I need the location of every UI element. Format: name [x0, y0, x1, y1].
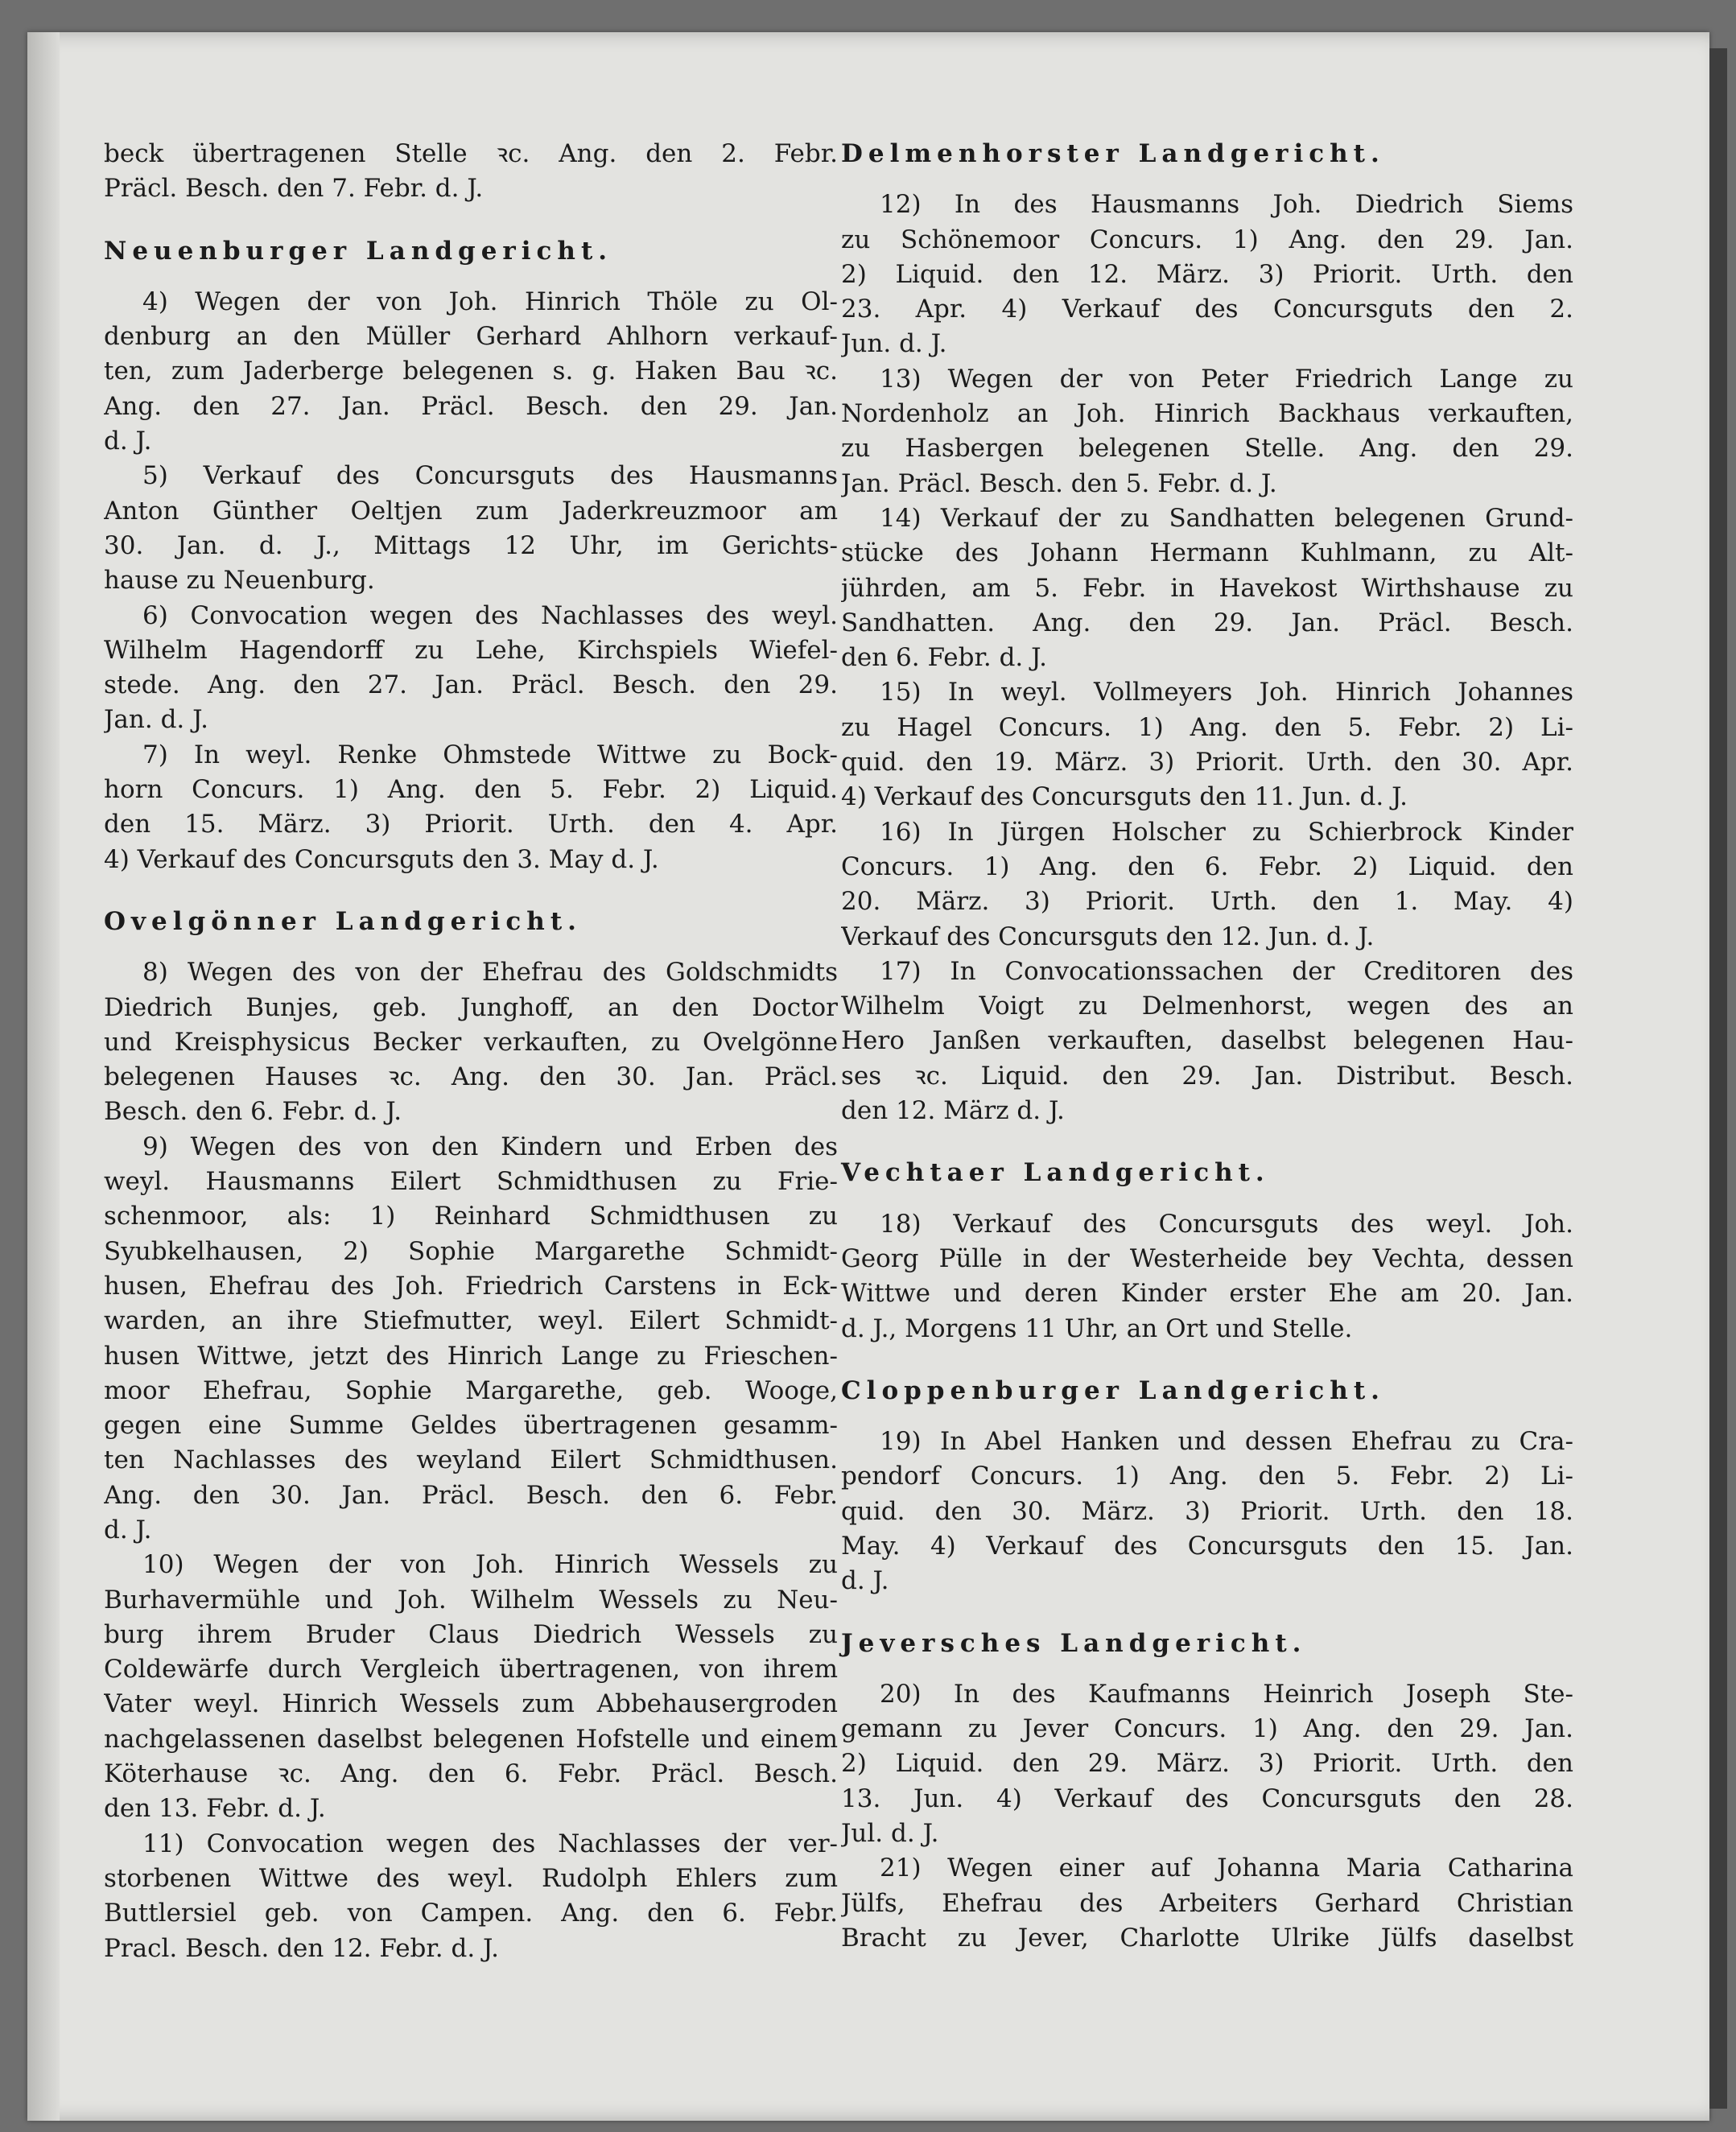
- text-line: stücke des Johann Hermann Kuhlmann, zu Alt-: [841, 538, 1573, 568]
- book-page: [27, 32, 1709, 2121]
- text-line: Buttlersiel geb. von Campen. Ang. den 6. Febr.: [104, 1899, 838, 1928]
- notice-entry: [841, 1677, 1573, 1851]
- text-line: gemann zu Jever Concurs. 1) Ang. den 29. Jan.: [841, 1714, 1573, 1744]
- notice-entry: [104, 285, 838, 459]
- text-line: 4) Wegen der von Joh. Hinrich Thöle zu Ol-: [142, 287, 838, 316]
- text-line: 7) In weyl. Renke Ohmstede Wittwe zu Bock-: [142, 740, 838, 769]
- text-line: Hero Janßen verkauften, daselbst belegenen Hau-: [841, 1026, 1573, 1056]
- text-line: Jun. d. J.: [841, 329, 947, 359]
- text-line: Syubkelhausen, 2) Sophie Margarethe Schmidt-: [104, 1236, 838, 1266]
- notice-entry: [104, 137, 838, 207]
- text-line: d. J.: [841, 1566, 889, 1596]
- notice-entry: [104, 738, 838, 877]
- text-line: burg ihrem Bruder Claus Diedrich Wessels zu: [104, 1619, 838, 1649]
- text-line: 13. Jun. 4) Verkauf des Concursguts den 28.: [841, 1784, 1573, 1813]
- text-line: Besch. den 6. Febr. d. J.: [104, 1097, 402, 1127]
- text-line: moor Ehefrau, Sophie Margarethe, geb. Wooge,: [104, 1375, 838, 1405]
- text-line: 9) Wegen des von den Kindern und Erben des: [142, 1132, 838, 1161]
- text-line: ses ꝛc. Liquid. den 29. Jan. Distribut. Besch.: [841, 1061, 1573, 1091]
- text-line: d. J.: [104, 1515, 152, 1544]
- left-column: [104, 137, 838, 1966]
- court-heading: Neuenburger Landgericht.: [104, 236, 613, 266]
- text-line: weyl. Hausmanns Eilert Schmidthusen zu Frie-: [104, 1167, 838, 1197]
- text-line: Ang. den 27. Jan. Präcl. Besch. den 29. Jan.: [104, 391, 838, 421]
- text-line: Concurs. 1) Ang. den 6. Febr. 2) Liquid. den: [841, 852, 1573, 881]
- text-line: nachgelassenen daselbst belegenen Hofstelle und einem: [104, 1724, 838, 1754]
- text-line: 20. März. 3) Priorit. Urth. den 1. May. 4): [841, 887, 1573, 917]
- notice-entry: [841, 188, 1573, 361]
- text-line: denburg an den Müller Gerhard Ahlhorn verkauf-: [104, 322, 838, 352]
- text-line: ten Nachlasses des weyland Eilert Schmidthusen.: [104, 1445, 838, 1475]
- court-heading: Delmenhorster Landgericht.: [841, 139, 1385, 168]
- text-line: 6) Convocation wegen des Nachlasses des weyl.: [142, 600, 838, 630]
- text-line: stede. Ang. den 27. Jan. Präcl. Besch. den 29.: [104, 670, 838, 700]
- page-edge: [1709, 48, 1727, 2109]
- text-line: 16) In Jürgen Holscher zu Schierbrock Kinder: [880, 817, 1573, 847]
- text-line: den 6. Febr. d. J.: [841, 643, 1047, 673]
- text-line: zu Schönemoor Concurs. 1) Ang. den 29. Jan.: [841, 225, 1573, 254]
- text-line: 12) In des Hausmanns Joh. Diedrich Siems: [880, 190, 1573, 220]
- text-line: May. 4) Verkauf des Concursguts den 15. Jan.: [841, 1531, 1573, 1561]
- notice-entry: [841, 815, 1573, 955]
- text-line: Wittwe und deren Kinder erster Ehe am 20. Jan.: [841, 1279, 1573, 1309]
- text-line: 23. Apr. 4) Verkauf des Concursguts den 2.: [841, 295, 1573, 324]
- text-line: 8) Wegen des von der Ehefrau des Goldschmidts: [142, 958, 838, 988]
- text-line: ten, zum Jaderberge belegenen s. g. Haken Bau ꝛc.: [104, 357, 838, 386]
- text-line: 30. Jan. d. J., Mittags 12 Uhr, im Gerichts-: [104, 530, 838, 560]
- text-line: 15) In weyl. Vollmeyers Joh. Hinrich Johannes: [880, 678, 1573, 707]
- notice-entry: [841, 501, 1573, 675]
- notice-entry: [841, 362, 1573, 501]
- text-line: horn Concurs. 1) Ang. den 5. Febr. 2) Liquid.: [104, 775, 838, 805]
- text-line: den 15. März. 3) Priorit. Urth. den 4. Apr.: [104, 810, 838, 839]
- text-line: 4) Verkauf des Concursguts den 11. Jun. d. J.: [841, 782, 1408, 812]
- text-line: warden, an ihre Stiefmutter, weyl. Eilert Schmidt-: [104, 1306, 838, 1336]
- text-line: husen, Ehefrau des Joh. Friedrich Carstens in Eck-: [104, 1271, 838, 1301]
- text-line: Ang. den 30. Jan. Präcl. Besch. den 6. Febr.: [104, 1480, 838, 1510]
- text-line: Wilhelm Voigt zu Delmenhorst, wegen des an: [841, 992, 1573, 1021]
- text-line: 4) Verkauf des Concursguts den 3. May d. J.: [104, 844, 659, 874]
- notice-entry: [841, 1207, 1573, 1346]
- text-line: Köterhause ꝛc. Ang. den 6. Febr. Präcl. Besch.: [104, 1759, 838, 1789]
- text-line: hause zu Neuenburg.: [104, 566, 375, 596]
- notice-entry: [841, 1851, 1573, 1956]
- text-line: d. J., Morgens 11 Uhr, an Ort und Stelle.: [841, 1313, 1353, 1343]
- text-line: 2) Liquid. den 12. März. 3) Priorit. Urth. den: [841, 259, 1573, 289]
- text-line: belegenen Hauses ꝛc. Ang. den 30. Jan. Präcl.: [104, 1062, 838, 1092]
- text-line: Coldewärfe durch Vergleich übertragenen, von ihrem: [104, 1655, 838, 1685]
- text-line: 5) Verkauf des Concursguts des Hausmanns: [142, 461, 838, 491]
- page-binding: [27, 32, 60, 2121]
- text-line: 19) In Abel Hanken und dessen Ehefrau zu Cra-: [880, 1427, 1573, 1457]
- text-line: den 12. März d. J.: [841, 1096, 1065, 1126]
- text-line: d. J.: [104, 427, 152, 456]
- text-line: pendorf Concurs. 1) Ang. den 5. Febr. 2) Li-: [841, 1462, 1573, 1491]
- notice-entry: [841, 675, 1573, 814]
- text-line: gegen eine Summe Geldes übertragenen gesamm-: [104, 1411, 838, 1441]
- text-line: Jan. Präcl. Besch. den 5. Febr. d. J.: [841, 468, 1277, 498]
- text-line: beck übertragenen Stelle ꝛc. Ang. den 2. Febr.: [104, 139, 838, 168]
- court-heading: Jeversches Landgericht.: [841, 1628, 1307, 1658]
- text-line: und Kreisphysicus Becker verkauften, zu Ovelgönne: [104, 1027, 838, 1057]
- text-line: 2) Liquid. den 29. März. 3) Priorit. Urth. den: [841, 1749, 1573, 1779]
- right-column: [841, 137, 1573, 1956]
- court-heading: Vechtaer Landgericht.: [841, 1158, 1270, 1188]
- text-line: 21) Wegen einer auf Johanna Maria Catharina: [880, 1854, 1573, 1883]
- text-line: zu Hasbergen belegenen Stelle. Ang. den 29.: [841, 434, 1573, 464]
- text-line: Georg Pülle in der Westerheide bey Vechta, dessen: [841, 1243, 1573, 1273]
- notice-entry: [841, 955, 1573, 1128]
- notice-entry: [104, 599, 838, 738]
- text-line: Präcl. Besch. den 7. Febr. d. J.: [104, 174, 484, 204]
- text-line: Jan. d. J.: [104, 705, 209, 735]
- text-line: Jul. d. J.: [841, 1819, 939, 1849]
- court-heading: Cloppenburger Landgericht.: [841, 1375, 1385, 1405]
- court-heading: Ovelgönner Landgericht.: [104, 906, 582, 936]
- text-line: jührden, am 5. Febr. in Havekost Wirthshause zu: [841, 573, 1573, 603]
- text-line: 18) Verkauf des Concursguts des weyl. Joh.: [880, 1209, 1573, 1239]
- text-line: quid. den 19. März. 3) Priorit. Urth. den 30. Apr.: [841, 748, 1573, 777]
- text-line: quid. den 30. März. 3) Priorit. Urth. den 18.: [841, 1496, 1573, 1526]
- notice-entry: [104, 1130, 838, 1548]
- notice-entry: [104, 1827, 838, 1966]
- text-line: 11) Convocation wegen des Nachlasses der ver-: [142, 1829, 838, 1858]
- text-line: Jülfs, Ehefrau des Arbeiters Gerhard Christian: [841, 1888, 1573, 1918]
- text-line: den 13. Febr. d. J.: [104, 1794, 326, 1824]
- text-line: Diedrich Bunjes, geb. Junghoff, an den Doctor: [104, 992, 838, 1022]
- text-line: 20) In des Kaufmanns Heinrich Joseph Ste-: [880, 1679, 1573, 1709]
- notice-entry: [104, 459, 838, 598]
- text-line: Anton Günther Oeltjen zum Jaderkreuzmoor am: [104, 496, 838, 526]
- text-line: storbenen Wittwe des weyl. Rudolph Ehlers zum: [104, 1863, 838, 1893]
- text-line: 14) Verkauf der zu Sandhatten belegenen Grund-: [880, 503, 1573, 533]
- text-line: 10) Wegen der von Joh. Hinrich Wessels zu: [142, 1550, 838, 1580]
- text-line: Burhavermühle und Joh. Wilhelm Wessels zu Neu-: [104, 1585, 838, 1614]
- text-line: schenmoor, als: 1) Reinhard Schmidthusen zu: [104, 1202, 838, 1231]
- text-line: Wilhelm Hagendorff zu Lehe, Kirchspiels Wiefel-: [104, 635, 838, 665]
- notice-entry: [841, 1425, 1573, 1598]
- text-line: husen Wittwe, jetzt des Hinrich Lange zu Frieschen-: [104, 1341, 838, 1371]
- notice-entry: [104, 955, 838, 1129]
- text-line: Pracl. Besch. den 12. Febr. d. J.: [104, 1933, 499, 1963]
- text-line: zu Hagel Concurs. 1) Ang. den 5. Febr. 2) Li-: [841, 712, 1573, 742]
- text-line: Bracht zu Jever, Charlotte Ulrike Jülfs daselbst: [841, 1923, 1573, 1953]
- text-line: 17) In Convocationssachen der Creditoren des: [880, 956, 1573, 986]
- text-line: Sandhatten. Ang. den 29. Jan. Präcl. Besch.: [841, 608, 1573, 637]
- text-line: Nordenholz an Joh. Hinrich Backhaus verkauften,: [841, 399, 1573, 429]
- text-line: 13) Wegen der von Peter Friedrich Lange zu: [880, 364, 1573, 394]
- notice-entry: [104, 1548, 838, 1826]
- text-line: Verkauf des Concursguts den 12. Jun. d. J.: [841, 922, 1375, 951]
- text-line: Vater weyl. Hinrich Wessels zum Abbehausergroden: [104, 1689, 838, 1719]
